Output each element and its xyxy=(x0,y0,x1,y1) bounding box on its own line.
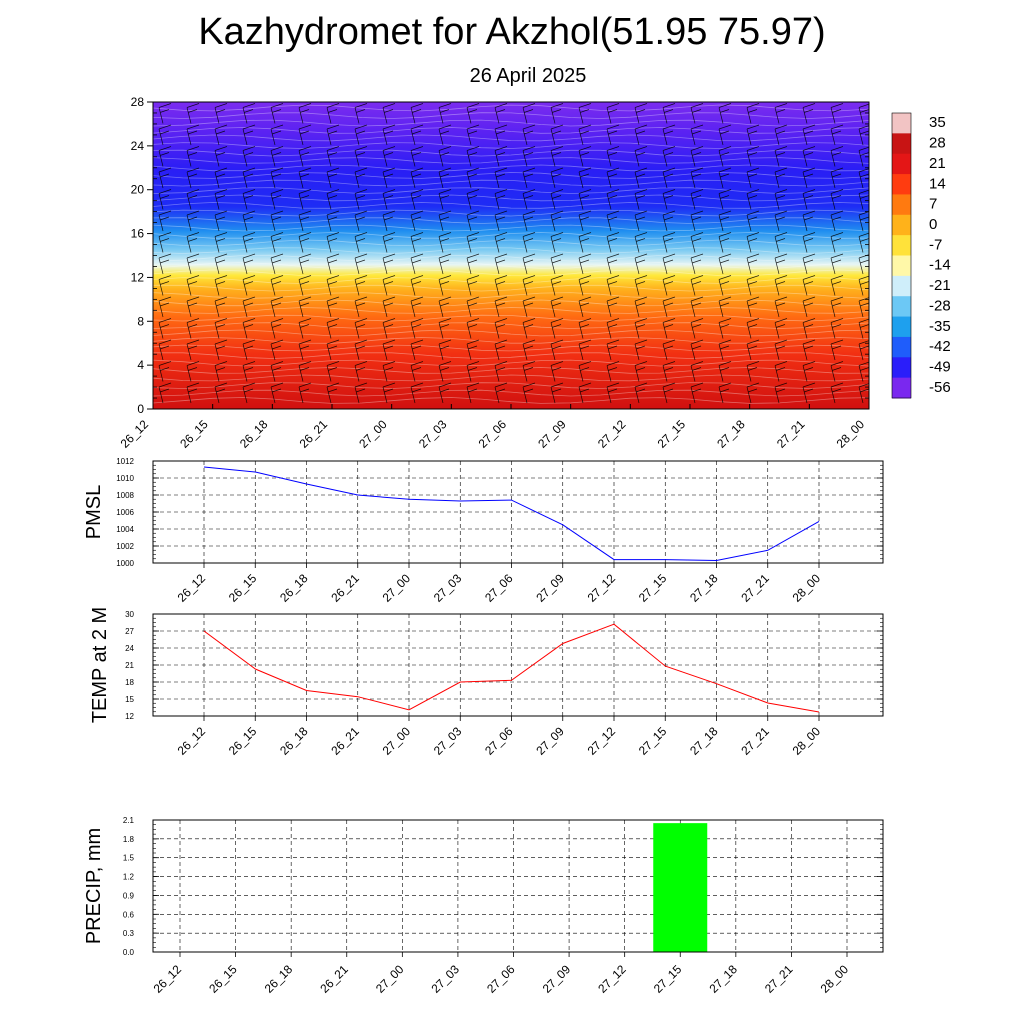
x-tick-label: 27_15 xyxy=(635,724,670,758)
temp-y-label: TEMP at 2 M xyxy=(89,606,111,724)
colorbar-label: -14 xyxy=(929,256,951,274)
x-tick-label: 27_03 xyxy=(428,962,463,996)
x-tick-label: 26_15 xyxy=(225,724,260,758)
precip-grid xyxy=(153,820,883,952)
precip-y-label: PRECIP, mm xyxy=(83,827,105,945)
heatmap-y-tick-label: 24 xyxy=(130,138,144,153)
colorbar-label: 7 xyxy=(929,195,938,213)
precip-bar xyxy=(653,823,707,952)
heatmap-x-tick-label: 27_12 xyxy=(594,417,629,451)
x-tick-label: 26_18 xyxy=(261,962,296,996)
y-tick-label: 2.1 xyxy=(122,816,134,825)
y-tick-label: 0.0 xyxy=(122,948,134,957)
pmsl-grid xyxy=(153,461,883,563)
x-tick-label: 26_15 xyxy=(225,571,260,605)
x-tick-label: 26_12 xyxy=(174,724,209,758)
heatmap-x-tick-label: 27_15 xyxy=(654,417,689,451)
heatmap-y-tick-label: 4 xyxy=(137,358,144,373)
y-tick-label: 24 xyxy=(125,644,134,653)
x-tick-label: 27_18 xyxy=(687,571,721,605)
heatmap-x-axis xyxy=(118,404,869,451)
y-tick-label: 21 xyxy=(125,661,134,670)
colorbar-label: -42 xyxy=(929,338,951,356)
temp-axes xyxy=(125,610,883,758)
precip-bars xyxy=(653,823,707,952)
chart-title: Kazhydromet for Akzhol(51.95 75.97) xyxy=(198,11,826,53)
y-tick-label: 1006 xyxy=(116,508,134,517)
y-tick-label: 1000 xyxy=(116,559,134,568)
x-tick-label: 26_18 xyxy=(277,571,311,605)
temp-grid xyxy=(153,614,883,716)
y-tick-label: 30 xyxy=(125,610,134,619)
x-tick-label: 27_12 xyxy=(584,724,619,758)
x-tick-label: 28_00 xyxy=(789,571,824,605)
x-tick-label: 26_21 xyxy=(328,571,362,605)
colorbar-swatch xyxy=(892,113,911,134)
y-tick-label: 27 xyxy=(125,627,134,636)
x-tick-label: 26_21 xyxy=(328,724,362,758)
y-tick-label: 0.3 xyxy=(122,929,134,939)
x-tick-label: 27_06 xyxy=(482,724,516,758)
precip-frame xyxy=(153,820,883,952)
x-tick-label: 27_03 xyxy=(430,571,465,605)
heatmap-x-tick-label: 27_06 xyxy=(475,417,510,451)
x-tick-label: 27_00 xyxy=(379,724,414,758)
colorbar-swatch xyxy=(892,215,911,236)
colorbar-swatch xyxy=(892,337,911,358)
colorbar-label: 21 xyxy=(929,154,946,172)
x-tick-label: 27_03 xyxy=(430,724,465,758)
heatmap-y-tick-label: 8 xyxy=(137,314,144,329)
x-tick-label: 26_12 xyxy=(150,962,185,996)
heatmap-panel xyxy=(118,95,951,499)
x-tick-label: 27_15 xyxy=(635,571,670,605)
heatmap-x-tick-label: 26_15 xyxy=(177,417,211,451)
x-tick-label: 27_00 xyxy=(379,571,414,605)
colorbar-label: -7 xyxy=(929,236,943,254)
colorbar-swatch xyxy=(892,378,911,399)
x-tick-label: 27_21 xyxy=(738,724,772,758)
y-tick-label: 0.9 xyxy=(122,891,134,901)
colorbar-label: -56 xyxy=(929,378,951,396)
colorbar-swatch xyxy=(892,357,911,378)
heatmap-x-tick-label: 27_21 xyxy=(773,417,808,451)
heatmap-y-tick-label: 20 xyxy=(130,182,144,197)
x-tick-label: 28_00 xyxy=(789,724,824,758)
y-tick-label: 0.6 xyxy=(122,910,134,920)
colorbar-swatch xyxy=(892,276,911,297)
y-tick-label: 1010 xyxy=(116,474,134,483)
pmsl-y-label: PMSL xyxy=(83,484,105,540)
y-tick-label: 18 xyxy=(125,678,134,687)
heatmap-x-tick-label: 27_18 xyxy=(714,417,748,451)
y-tick-label: 1004 xyxy=(116,525,134,534)
colorbar-label: 28 xyxy=(929,134,946,152)
colorbar-swatch xyxy=(892,317,911,338)
x-tick-label: 26_12 xyxy=(174,571,209,605)
x-tick-label: 27_21 xyxy=(738,571,772,605)
y-tick-label: 1.8 xyxy=(122,834,134,844)
colorbar-swatch xyxy=(892,133,911,154)
x-tick-label: 26_21 xyxy=(317,962,351,996)
chart-subtitle: 26 April 2025 xyxy=(469,65,587,87)
x-tick-label: 27_21 xyxy=(762,962,796,996)
x-tick-label: 27_09 xyxy=(539,962,574,996)
x-tick-label: 27_12 xyxy=(595,962,629,996)
y-tick-label: 1012 xyxy=(116,457,134,466)
heatmap-y-tick-label: 12 xyxy=(130,270,144,285)
x-tick-label: 28_00 xyxy=(817,962,852,996)
heatmap-x-tick-label: 27_09 xyxy=(535,417,569,451)
y-tick-label: 1008 xyxy=(116,491,134,500)
colorbar-swatch xyxy=(892,174,911,195)
y-tick-label: 1002 xyxy=(116,542,134,551)
pmsl-axes xyxy=(116,457,883,605)
colorbar-swatch xyxy=(892,235,911,256)
colorbar-label: 14 xyxy=(929,175,946,193)
precip-panel xyxy=(83,816,883,996)
heatmap-y-tick-label: 0 xyxy=(137,402,144,416)
colorbar-swatch xyxy=(892,154,911,175)
x-tick-label: 27_06 xyxy=(484,962,518,996)
colorbar-swatch xyxy=(892,256,911,277)
colorbar-label: -35 xyxy=(929,317,951,335)
colorbar-label: -21 xyxy=(929,277,951,295)
heatmap-x-tick-label: 27_00 xyxy=(356,417,390,451)
colorbar-swatch xyxy=(892,296,911,317)
colorbar xyxy=(892,113,951,399)
x-tick-label: 27_18 xyxy=(687,724,721,758)
heatmap-x-tick-label: 27_03 xyxy=(415,417,450,451)
x-tick-label: 27_15 xyxy=(650,962,685,996)
x-tick-label: 26_15 xyxy=(206,962,240,996)
heatmap-x-tick-label: 26_21 xyxy=(296,417,331,451)
pmsl-panel xyxy=(83,457,883,605)
precip-axes xyxy=(123,816,883,996)
colorbar-swatch xyxy=(892,194,911,215)
y-tick-label: 12 xyxy=(125,712,134,721)
colorbar-label: 0 xyxy=(929,215,938,233)
x-tick-label: 27_09 xyxy=(533,571,567,605)
heatmap-x-tick-label: 26_18 xyxy=(236,417,271,451)
temp-panel xyxy=(89,607,883,758)
heatmap-y-tick-label: 28 xyxy=(130,95,144,109)
x-tick-label: 26_18 xyxy=(277,724,311,758)
heatmap-y-tick-label: 16 xyxy=(130,226,144,241)
heatmap-x-tick-label: 28_00 xyxy=(833,417,868,451)
x-tick-label: 27_09 xyxy=(533,724,567,758)
colorbar-label: -28 xyxy=(929,297,951,315)
colorbar-label: -49 xyxy=(929,358,951,376)
x-tick-label: 27_00 xyxy=(372,962,407,996)
x-tick-label: 27_06 xyxy=(482,571,516,605)
colorbar-label: 35 xyxy=(929,114,946,132)
heatmap-x-tick-label: 26_12 xyxy=(117,417,152,451)
y-tick-label: 15 xyxy=(125,695,134,704)
y-tick-label: 1.2 xyxy=(122,872,134,882)
x-tick-label: 27_18 xyxy=(706,962,740,996)
y-tick-label: 1.5 xyxy=(122,853,134,863)
x-tick-label: 27_12 xyxy=(584,571,619,605)
